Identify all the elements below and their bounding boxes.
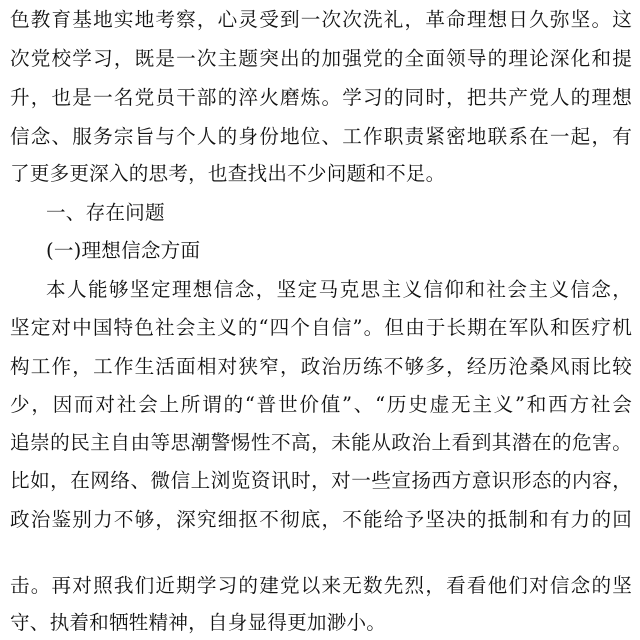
text-line: 击。再对照我们近期学习的建党以来无数先烈，看看他们对信念的坚 (10, 574, 632, 597)
text-line: 少，因而对社会上所谓的“普世价值”、“历史虚无主义”和西方社会 (10, 393, 632, 416)
text-line: 了更多更深入的思考，也查找出不少问题和不足。 (10, 162, 446, 185)
text-line: 构工作，工作生活面相对狭窄，政治历练不够多，经历沧桑风雨比较 (10, 355, 632, 378)
subsection-heading: (一)理想信念方面 (46, 239, 201, 262)
text-line: 信念、服务宗旨与个人的身份地位、工作职责紧密地联系在一起，有 (10, 125, 632, 148)
text-line: 次党校学习，既是一次主题突出的加强党的全面领导的理论深化和提 (10, 47, 632, 70)
text-line: 守、执着和牺牲精神，自身显得更加渺小。 (10, 611, 387, 634)
text-line: 升，也是一名党员干部的淬火磨炼。学习的同时，把共产党人的理想 (10, 86, 632, 109)
text-line: 追崇的民主自由等思潮警惕性不高，未能从政治上看到其潜在的危害。 (10, 431, 632, 454)
paragraph-first-line: 本人能够坚定理想信念，坚定马克思主义信仰和社会主义信念， (46, 278, 632, 301)
text-line: 色教育基地实地考察，心灵受到一次次洗礼，革命理想日久弥坚。这 (10, 8, 632, 31)
text-line: 比如，在网络、微信上浏览资讯时，对一些宣扬西方意识形态的内容， (10, 469, 632, 492)
text-line: 政治鉴别力不够，深究细抠不彻底，不能给予坚决的抵制和有力的回 (10, 508, 632, 531)
text-line: 坚定对中国特色社会主义的“四个自信”。但由于长期在军队和医疗机 (10, 316, 632, 339)
section-heading: 一、存在问题 (46, 201, 165, 224)
